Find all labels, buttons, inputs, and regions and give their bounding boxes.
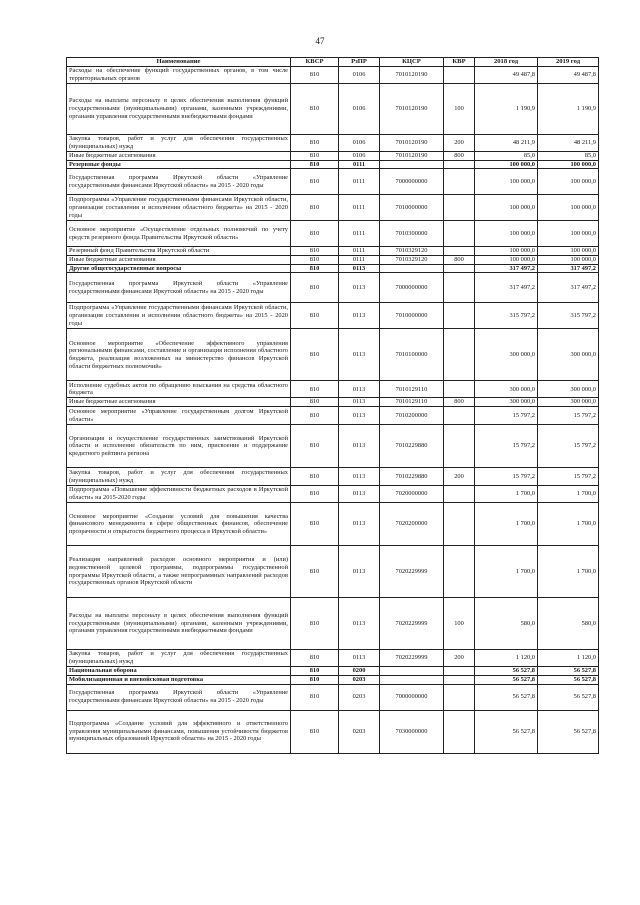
cell-kvr: 100 xyxy=(444,84,475,135)
cell-2018: 85,0 xyxy=(475,152,538,161)
cell-kvr xyxy=(444,486,475,503)
cell-2018: 1 700,0 xyxy=(475,503,538,546)
cell-2019: 100 000,0 xyxy=(538,247,599,256)
cell-name: Основное мероприятие «Создание условий для повышения качества финансового менеджмента в сфере общественных финансов, обеспечение прозрачности и открытости бюджетного процесса в Иркутской области» xyxy=(67,503,291,546)
table-row xyxy=(67,546,599,598)
cell-rzpr: 0111 xyxy=(339,256,380,265)
cell-name: Основное мероприятие «Осуществление отдельных полномочий по учету средств резервного фонда Правительства Иркутской области» xyxy=(67,221,291,247)
table-row xyxy=(67,675,599,684)
cell-2019: 100 000,0 xyxy=(538,195,599,221)
cell-kvsr: 810 xyxy=(291,546,339,598)
budget-table xyxy=(66,57,599,754)
cell-kcsr: 7020229999 xyxy=(380,598,444,650)
cell-name: Основное мероприятие «Управление государственным долгом Иркутской области» xyxy=(67,407,291,425)
cell-2019: 15 797,2 xyxy=(538,425,599,468)
cell-kvsr: 810 xyxy=(291,381,339,398)
table-row xyxy=(67,195,599,221)
table-row xyxy=(67,598,599,650)
table-row xyxy=(67,256,599,265)
cell-rzpr: 0113 xyxy=(339,425,380,468)
cell-2018: 48 211,9 xyxy=(475,135,538,152)
table-row xyxy=(67,67,599,84)
cell-kvr: 200 xyxy=(444,135,475,152)
cell-2018: 100 000,0 xyxy=(475,221,538,247)
cell-rzpr: 0106 xyxy=(339,67,380,84)
cell-kcsr: 7000000000 xyxy=(380,684,444,710)
cell-2018: 49 487,8 xyxy=(475,67,538,84)
cell-2019: 1 700,0 xyxy=(538,546,599,598)
cell-2019: 300 000,0 xyxy=(538,398,599,407)
cell-2019: 1 190,9 xyxy=(538,84,599,135)
table-row xyxy=(67,247,599,256)
cell-kvr xyxy=(444,675,475,684)
cell-kcsr: 7010100000 xyxy=(380,329,444,381)
cell-rzpr: 0111 xyxy=(339,169,380,195)
cell-kvr: 800 xyxy=(444,398,475,407)
cell-rzpr: 0203 xyxy=(339,684,380,710)
cell-rzpr: 0113 xyxy=(339,546,380,598)
cell-2018: 56 527,8 xyxy=(475,710,538,753)
cell-rzpr: 0111 xyxy=(339,221,380,247)
cell-name: Подпрограмма «Управление государственными финансами Иркутской области, организация составления и исполнения областного бюджета» на 2015 - 2020 годы xyxy=(67,195,291,221)
cell-kvsr: 810 xyxy=(291,675,339,684)
header-2019: 2019 год xyxy=(538,58,599,67)
cell-kcsr: 7010229880 xyxy=(380,425,444,468)
cell-kvr xyxy=(444,546,475,598)
cell-kcsr: 7010120190 xyxy=(380,67,444,84)
cell-kvsr: 810 xyxy=(291,684,339,710)
cell-2019: 56 527,8 xyxy=(538,710,599,753)
cell-kcsr xyxy=(380,675,444,684)
cell-kcsr: 7010000000 xyxy=(380,303,444,329)
cell-name: Подпрограмма «Повышение эффективности бюджетных расходов в Иркутской области» на 2015-2020 годы xyxy=(67,486,291,503)
cell-2019: 48 211,9 xyxy=(538,135,599,152)
cell-name: Подпрограмма «Создание условий для эффективного и ответственного управления муниципальными финансами, повышения устойчивости бюджетов муниципальных образований Иркутской области» на 2015 - 2020 годы xyxy=(67,710,291,753)
cell-kvr xyxy=(444,160,475,169)
cell-kvr xyxy=(444,710,475,753)
cell-2018: 315 797,2 xyxy=(475,303,538,329)
cell-kcsr xyxy=(380,667,444,676)
cell-kcsr: 7010329120 xyxy=(380,256,444,265)
cell-2018: 300 000,0 xyxy=(475,329,538,381)
cell-rzpr: 0113 xyxy=(339,598,380,650)
cell-name: Закупка товаров, работ и услуг для обеспечения государственных (муниципальных) нужд xyxy=(67,650,291,667)
cell-kcsr: 7010120190 xyxy=(380,84,444,135)
cell-kvsr: 810 xyxy=(291,303,339,329)
cell-kvr xyxy=(444,195,475,221)
cell-kvr xyxy=(444,503,475,546)
cell-2019: 300 000,0 xyxy=(538,329,599,381)
cell-name: Реализация направлений расходов основного мероприятия и (или) ведомственной целевой программы, подпрограммы государственной программы Иркутской области, а также непрограммных направлений расходов государственных органов Иркутской области xyxy=(67,546,291,598)
cell-kvsr: 810 xyxy=(291,264,339,273)
cell-2018: 317 497,2 xyxy=(475,273,538,303)
cell-name: Другие общегосударственные вопросы xyxy=(67,264,291,273)
cell-name: Мобилизационная и вневойсковая подготовка xyxy=(67,675,291,684)
table-row xyxy=(67,303,599,329)
cell-rzpr: 0111 xyxy=(339,247,380,256)
table-row xyxy=(67,152,599,161)
header-2018: 2018 год xyxy=(475,58,538,67)
cell-rzpr: 0203 xyxy=(339,710,380,753)
table-row xyxy=(67,684,599,710)
cell-kcsr xyxy=(380,160,444,169)
table-body xyxy=(67,67,599,754)
cell-name: Закупка товаров, работ и услуг для обеспечения государственных (муниципальных) нужд xyxy=(67,468,291,486)
cell-kcsr: 7010000000 xyxy=(380,195,444,221)
table-row xyxy=(67,135,599,152)
cell-2018: 300 000,0 xyxy=(475,398,538,407)
cell-2018: 56 527,8 xyxy=(475,675,538,684)
cell-kvr: 800 xyxy=(444,152,475,161)
cell-name: Закупка товаров, работ и услуг для обеспечения государственных (муниципальных) нужд xyxy=(67,135,291,152)
cell-2019: 1 700,0 xyxy=(538,486,599,503)
cell-2018: 100 000,0 xyxy=(475,195,538,221)
cell-kvr xyxy=(444,67,475,84)
cell-kcsr xyxy=(380,264,444,273)
header-name: Наименование xyxy=(67,58,291,67)
table-row xyxy=(67,381,599,398)
cell-2018: 1 120,0 xyxy=(475,650,538,667)
cell-name: Расходы на обеспечение функций государственных органов, в том числе территориальных органов xyxy=(67,67,291,84)
cell-name: Государственная программа Иркутской области «Управление государственными финансами Иркутской области» на 2015 - 2020 годы xyxy=(67,273,291,303)
table-row xyxy=(67,160,599,169)
cell-2018: 15 797,2 xyxy=(475,468,538,486)
table-row xyxy=(67,468,599,486)
cell-2019: 315 797,2 xyxy=(538,303,599,329)
cell-kcsr: 7020000000 xyxy=(380,486,444,503)
cell-2018: 1 190,9 xyxy=(475,84,538,135)
cell-kvsr: 810 xyxy=(291,710,339,753)
cell-name: Организация и осуществление государственных заимствований Иркутской области и исполнение обязательств по ним, присвоение и поддержание кредитного рейтинга региона xyxy=(67,425,291,468)
table-row xyxy=(67,169,599,195)
cell-kcsr: 7020229999 xyxy=(380,650,444,667)
cell-rzpr: 0203 xyxy=(339,675,380,684)
table-row xyxy=(67,84,599,135)
cell-2019: 300 000,0 xyxy=(538,381,599,398)
cell-kvr xyxy=(444,381,475,398)
cell-kcsr: 7000000000 xyxy=(380,169,444,195)
cell-name: Иные бюджетные ассигнования xyxy=(67,398,291,407)
cell-kvsr: 810 xyxy=(291,273,339,303)
cell-kvr: 200 xyxy=(444,650,475,667)
cell-name: Исполнение судебных актов по обращению взыскания на средства областного бюджета xyxy=(67,381,291,398)
cell-kvr xyxy=(444,247,475,256)
cell-rzpr: 0113 xyxy=(339,486,380,503)
cell-2018: 100 000,0 xyxy=(475,169,538,195)
table-row xyxy=(67,407,599,425)
cell-2019: 1 120,0 xyxy=(538,650,599,667)
cell-rzpr: 0106 xyxy=(339,135,380,152)
cell-kvsr: 810 xyxy=(291,407,339,425)
cell-kvsr: 810 xyxy=(291,329,339,381)
cell-kvr: 100 xyxy=(444,598,475,650)
cell-kcsr: 7020200000 xyxy=(380,503,444,546)
cell-kvsr: 810 xyxy=(291,135,339,152)
cell-2018: 100 000,0 xyxy=(475,256,538,265)
cell-2018: 56 527,8 xyxy=(475,667,538,676)
cell-name: Резервный фонд Правительства Иркутской области xyxy=(67,247,291,256)
cell-kvsr: 810 xyxy=(291,160,339,169)
cell-2019: 100 000,0 xyxy=(538,256,599,265)
table-row xyxy=(67,398,599,407)
cell-rzpr: 0113 xyxy=(339,650,380,667)
cell-rzpr: 0113 xyxy=(339,503,380,546)
cell-kvsr: 810 xyxy=(291,256,339,265)
cell-kcsr: 7010129110 xyxy=(380,398,444,407)
cell-name: Подпрограмма «Управление государственными финансами Иркутской области, организация составления и исполнения областного бюджета» на 2015 - 2020 годы xyxy=(67,303,291,329)
cell-kvr xyxy=(444,264,475,273)
cell-kvr xyxy=(444,169,475,195)
cell-kvsr: 810 xyxy=(291,503,339,546)
cell-rzpr: 0111 xyxy=(339,160,380,169)
cell-name: Резервные фонды xyxy=(67,160,291,169)
cell-kvsr: 810 xyxy=(291,486,339,503)
cell-rzpr: 0113 xyxy=(339,329,380,381)
table-row xyxy=(67,264,599,273)
table-row xyxy=(67,503,599,546)
table-row xyxy=(67,486,599,503)
cell-kvsr: 810 xyxy=(291,425,339,468)
cell-name: Расходы на выплаты персоналу в целях обеспечения выполнения функций государственными (муниципальными) органами, казенными учреждениями, органами управления государственными внебюджетными фондами xyxy=(67,598,291,650)
cell-2019: 49 487,8 xyxy=(538,67,599,84)
cell-name: Иные бюджетные ассигнования xyxy=(67,152,291,161)
cell-2018: 100 000,0 xyxy=(475,160,538,169)
cell-2018: 100 000,0 xyxy=(475,247,538,256)
table-row xyxy=(67,273,599,303)
cell-rzpr: 0113 xyxy=(339,303,380,329)
cell-name: Расходы на выплаты персоналу в целях обеспечения выполнения функций государственными (муниципальными) органами, казенными учреждениями, органами управления государственными внебюджетными фондами xyxy=(67,84,291,135)
cell-2019: 100 000,0 xyxy=(538,169,599,195)
table-row xyxy=(67,329,599,381)
cell-kcsr: 7010120190 xyxy=(380,135,444,152)
cell-kvsr: 810 xyxy=(291,67,339,84)
cell-kcsr: 7010229880 xyxy=(380,468,444,486)
cell-kcsr: 7010120190 xyxy=(380,152,444,161)
cell-kcsr: 7010200000 xyxy=(380,407,444,425)
cell-kcsr: 7020229999 xyxy=(380,546,444,598)
cell-2019: 580,0 xyxy=(538,598,599,650)
cell-name: Государственная программа Иркутской области «Управление государственными финансами Иркутской области» на 2015 - 2020 годы xyxy=(67,684,291,710)
cell-rzpr: 0113 xyxy=(339,264,380,273)
cell-kvr xyxy=(444,329,475,381)
cell-kvsr: 810 xyxy=(291,84,339,135)
cell-name: Национальная оборона xyxy=(67,667,291,676)
cell-2018: 15 797,2 xyxy=(475,425,538,468)
table-row xyxy=(67,425,599,468)
cell-2018: 300 000,0 xyxy=(475,381,538,398)
cell-kvsr: 810 xyxy=(291,221,339,247)
cell-kvsr: 810 xyxy=(291,650,339,667)
cell-rzpr: 0113 xyxy=(339,381,380,398)
cell-kvr: 800 xyxy=(444,256,475,265)
cell-kcsr: 7010300000 xyxy=(380,221,444,247)
table-row xyxy=(67,650,599,667)
cell-rzpr: 0200 xyxy=(339,667,380,676)
cell-name: Иные бюджетные ассигнования xyxy=(67,256,291,265)
header-kvsr: КВСР xyxy=(291,58,339,67)
table-row xyxy=(67,221,599,247)
header-kcsr: КЦСР xyxy=(380,58,444,67)
cell-2019: 56 527,8 xyxy=(538,675,599,684)
cell-2019: 56 527,8 xyxy=(538,684,599,710)
cell-kvr xyxy=(444,684,475,710)
table-row xyxy=(67,710,599,753)
cell-kvsr: 810 xyxy=(291,195,339,221)
table-row xyxy=(67,667,599,676)
cell-rzpr: 0106 xyxy=(339,152,380,161)
cell-2019: 100 000,0 xyxy=(538,221,599,247)
cell-2019: 317 497,2 xyxy=(538,264,599,273)
header-kvr: КВР xyxy=(444,58,475,67)
cell-kvsr: 810 xyxy=(291,152,339,161)
cell-2019: 85,0 xyxy=(538,152,599,161)
cell-kvr xyxy=(444,425,475,468)
cell-kvr xyxy=(444,667,475,676)
cell-2019: 100 000,0 xyxy=(538,160,599,169)
cell-kvsr: 810 xyxy=(291,667,339,676)
cell-kcsr: 7030000000 xyxy=(380,710,444,753)
cell-2018: 1 700,0 xyxy=(475,546,538,598)
cell-2018: 56 527,8 xyxy=(475,684,538,710)
cell-kvr xyxy=(444,221,475,247)
cell-kcsr: 7000000000 xyxy=(380,273,444,303)
cell-2018: 317 497,2 xyxy=(475,264,538,273)
page-number: 47 xyxy=(315,36,325,46)
cell-kvsr: 810 xyxy=(291,398,339,407)
cell-rzpr: 0113 xyxy=(339,273,380,303)
table-header-row xyxy=(67,58,599,67)
cell-rzpr: 0111 xyxy=(339,195,380,221)
cell-2019: 56 527,8 xyxy=(538,667,599,676)
cell-2018: 15 797,2 xyxy=(475,407,538,425)
cell-kvr xyxy=(444,303,475,329)
cell-rzpr: 0113 xyxy=(339,398,380,407)
cell-kvr xyxy=(444,273,475,303)
cell-name: Государственная программа Иркутской области «Управление государственными финансами Иркутской области» на 2015 - 2020 годы xyxy=(67,169,291,195)
cell-kvsr: 810 xyxy=(291,598,339,650)
cell-rzpr: 0113 xyxy=(339,468,380,486)
cell-rzpr: 0113 xyxy=(339,407,380,425)
cell-2018: 1 700,0 xyxy=(475,486,538,503)
cell-2019: 15 797,2 xyxy=(538,407,599,425)
cell-rzpr: 0106 xyxy=(339,84,380,135)
cell-kvr xyxy=(444,407,475,425)
cell-kcsr: 7010129110 xyxy=(380,381,444,398)
cell-kvsr: 810 xyxy=(291,468,339,486)
cell-name: Основное мероприятие «Обеспечение эффективного управления региональными финансами, составление и организация исполнения областного бюджета, реализация возложенных на министерство финансов Иркутской области бюджетных полномочий» xyxy=(67,329,291,381)
cell-kcsr: 7010329120 xyxy=(380,247,444,256)
cell-2019: 1 700,0 xyxy=(538,503,599,546)
cell-2019: 317 497,2 xyxy=(538,273,599,303)
cell-2018: 580,0 xyxy=(475,598,538,650)
header-rzpr: РзПР xyxy=(339,58,380,67)
cell-2019: 15 797,2 xyxy=(538,468,599,486)
cell-kvr: 200 xyxy=(444,468,475,486)
cell-kvsr: 810 xyxy=(291,169,339,195)
cell-kvsr: 810 xyxy=(291,247,339,256)
